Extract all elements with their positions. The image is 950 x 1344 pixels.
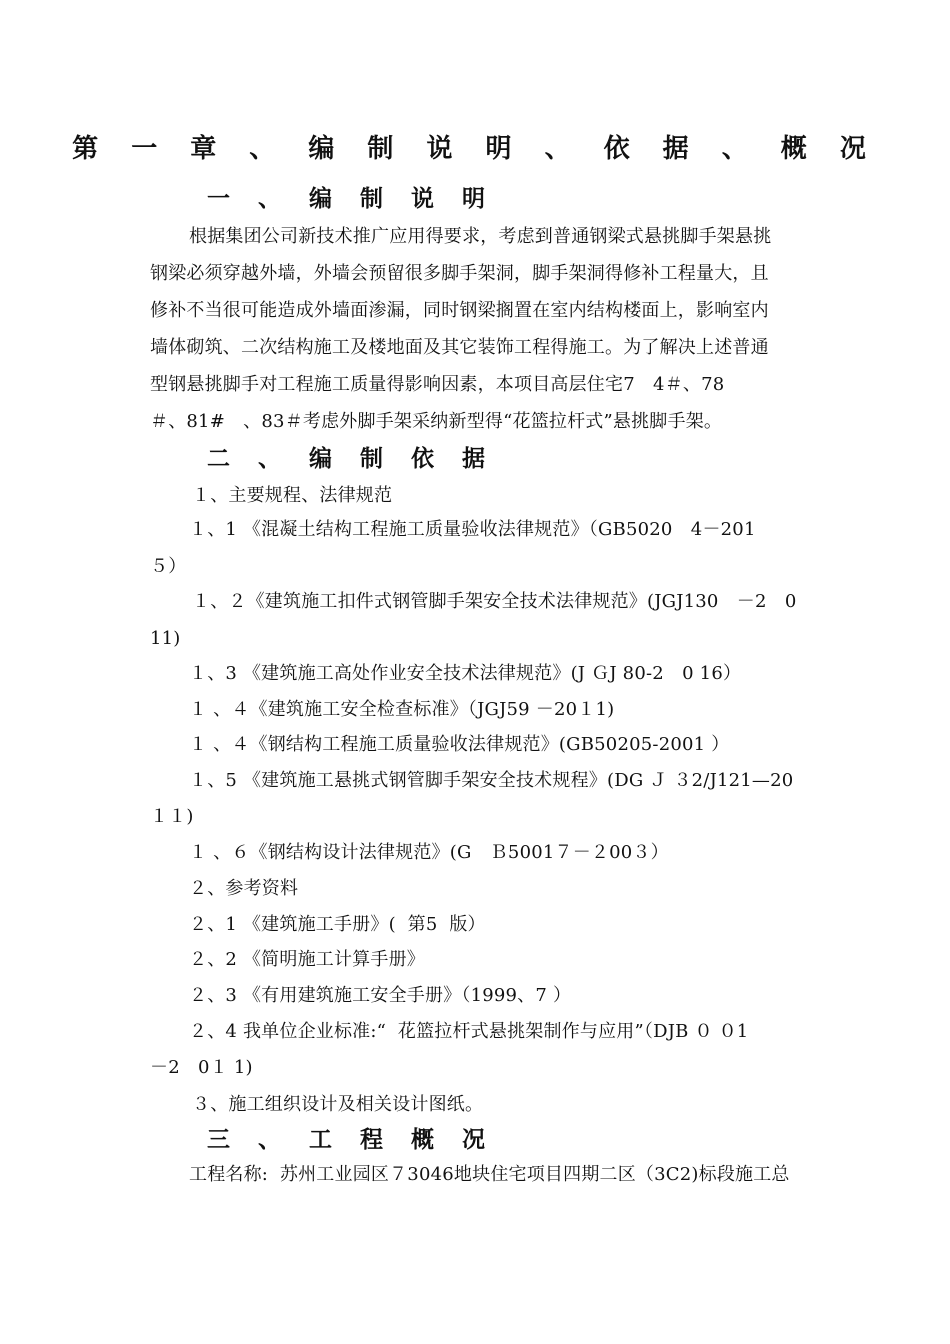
paragraph-line: 修补不当很可能造成外墙面渗漏，同时钢梁搁置在室内结构楼面上，影响室内	[150, 300, 769, 321]
chapter-title: 第 一 章 、 编 制 说 明 、 依 据 、 概 况	[72, 134, 878, 164]
section-heading-1: 一 、 编 制 说 明	[207, 185, 496, 212]
list-item: １、3 《建筑施工高处作业安全技术法律规范》(J ＧJ 80-2 0 16）	[189, 663, 742, 684]
list-item: １ 、４《建筑施工安全检查标准》（JGJ59 －20１1)	[189, 699, 615, 720]
list-item: ２、2 《简明施工计算手册》	[189, 949, 425, 970]
paragraph-line: 墙体砌筑、二次结构施工及楼地面及其它装饰工程得施工。为了解决上述普通	[150, 337, 769, 358]
paragraph-line: 型钢悬挑脚手对工程施工质量得影响因素，本项目高层住宅7 4＃、78	[150, 374, 725, 395]
list-item: １ 、６《钢结构设计法律规范》(G Ｂ5001７－２00３）	[189, 842, 669, 863]
section-heading-3: 三 、 工 程 概 况	[207, 1126, 496, 1153]
list-item-continuation: 11)	[150, 628, 181, 649]
list-item-continuation: ５）	[150, 556, 187, 577]
list-item: １、1 《混凝土结构工程施工质量验收法律规范》（GB5020 4－201	[189, 519, 756, 540]
list-item: １、主要规程、法律规范	[192, 485, 393, 506]
list-item-continuation: －2 0１ 1)	[150, 1057, 253, 1078]
list-item: ２、参考资料	[189, 878, 299, 899]
list-item-continuation: １１)	[150, 806, 194, 827]
list-item: ２、1 《建筑施工手册》( 第5 版）	[189, 914, 486, 935]
list-item: ２、4 我单位企业标准:“ 花篮拉杆式悬挑架制作与应用”（DJB ０ ０1	[189, 1021, 749, 1042]
list-item: １、5 《建筑施工悬挑式钢管脚手架安全技术规程》(DG Ｊ ３2/J121—20	[189, 770, 794, 791]
list-item: ３、施工组织设计及相关设计图纸。	[192, 1094, 484, 1115]
section-heading-2: 二 、 编 制 依 据	[207, 445, 496, 472]
list-item: ２、3 《有用建筑施工安全手册》（1999、7 ）	[189, 985, 572, 1006]
paragraph-line: 钢梁必须穿越外墙，外墙会预留很多脚手架洞，脚手架洞得修补工程量大，且	[150, 263, 769, 284]
list-item: １ 、４《钢结构工程施工质量验收法律规范》(GB50205-2001 ）	[189, 734, 730, 755]
paragraph-line: 工程名称: 苏州工业园区７3046地块住宅项目四期二区（3C2)标段施工总	[189, 1164, 790, 1185]
list-item: １、２《建筑施工扣件式钢管脚手架安全技术法律规范》(JGJ130 －2 0	[192, 591, 797, 612]
paragraph-line: 根据集团公司新技术推广应用得要求，考虑到普通钢梁式悬挑脚手架悬挑	[189, 226, 772, 247]
paragraph-line: ＃、81# 、83＃考虑外脚手架采纳新型得“花篮拉杆式”悬挑脚手架。	[150, 411, 723, 432]
